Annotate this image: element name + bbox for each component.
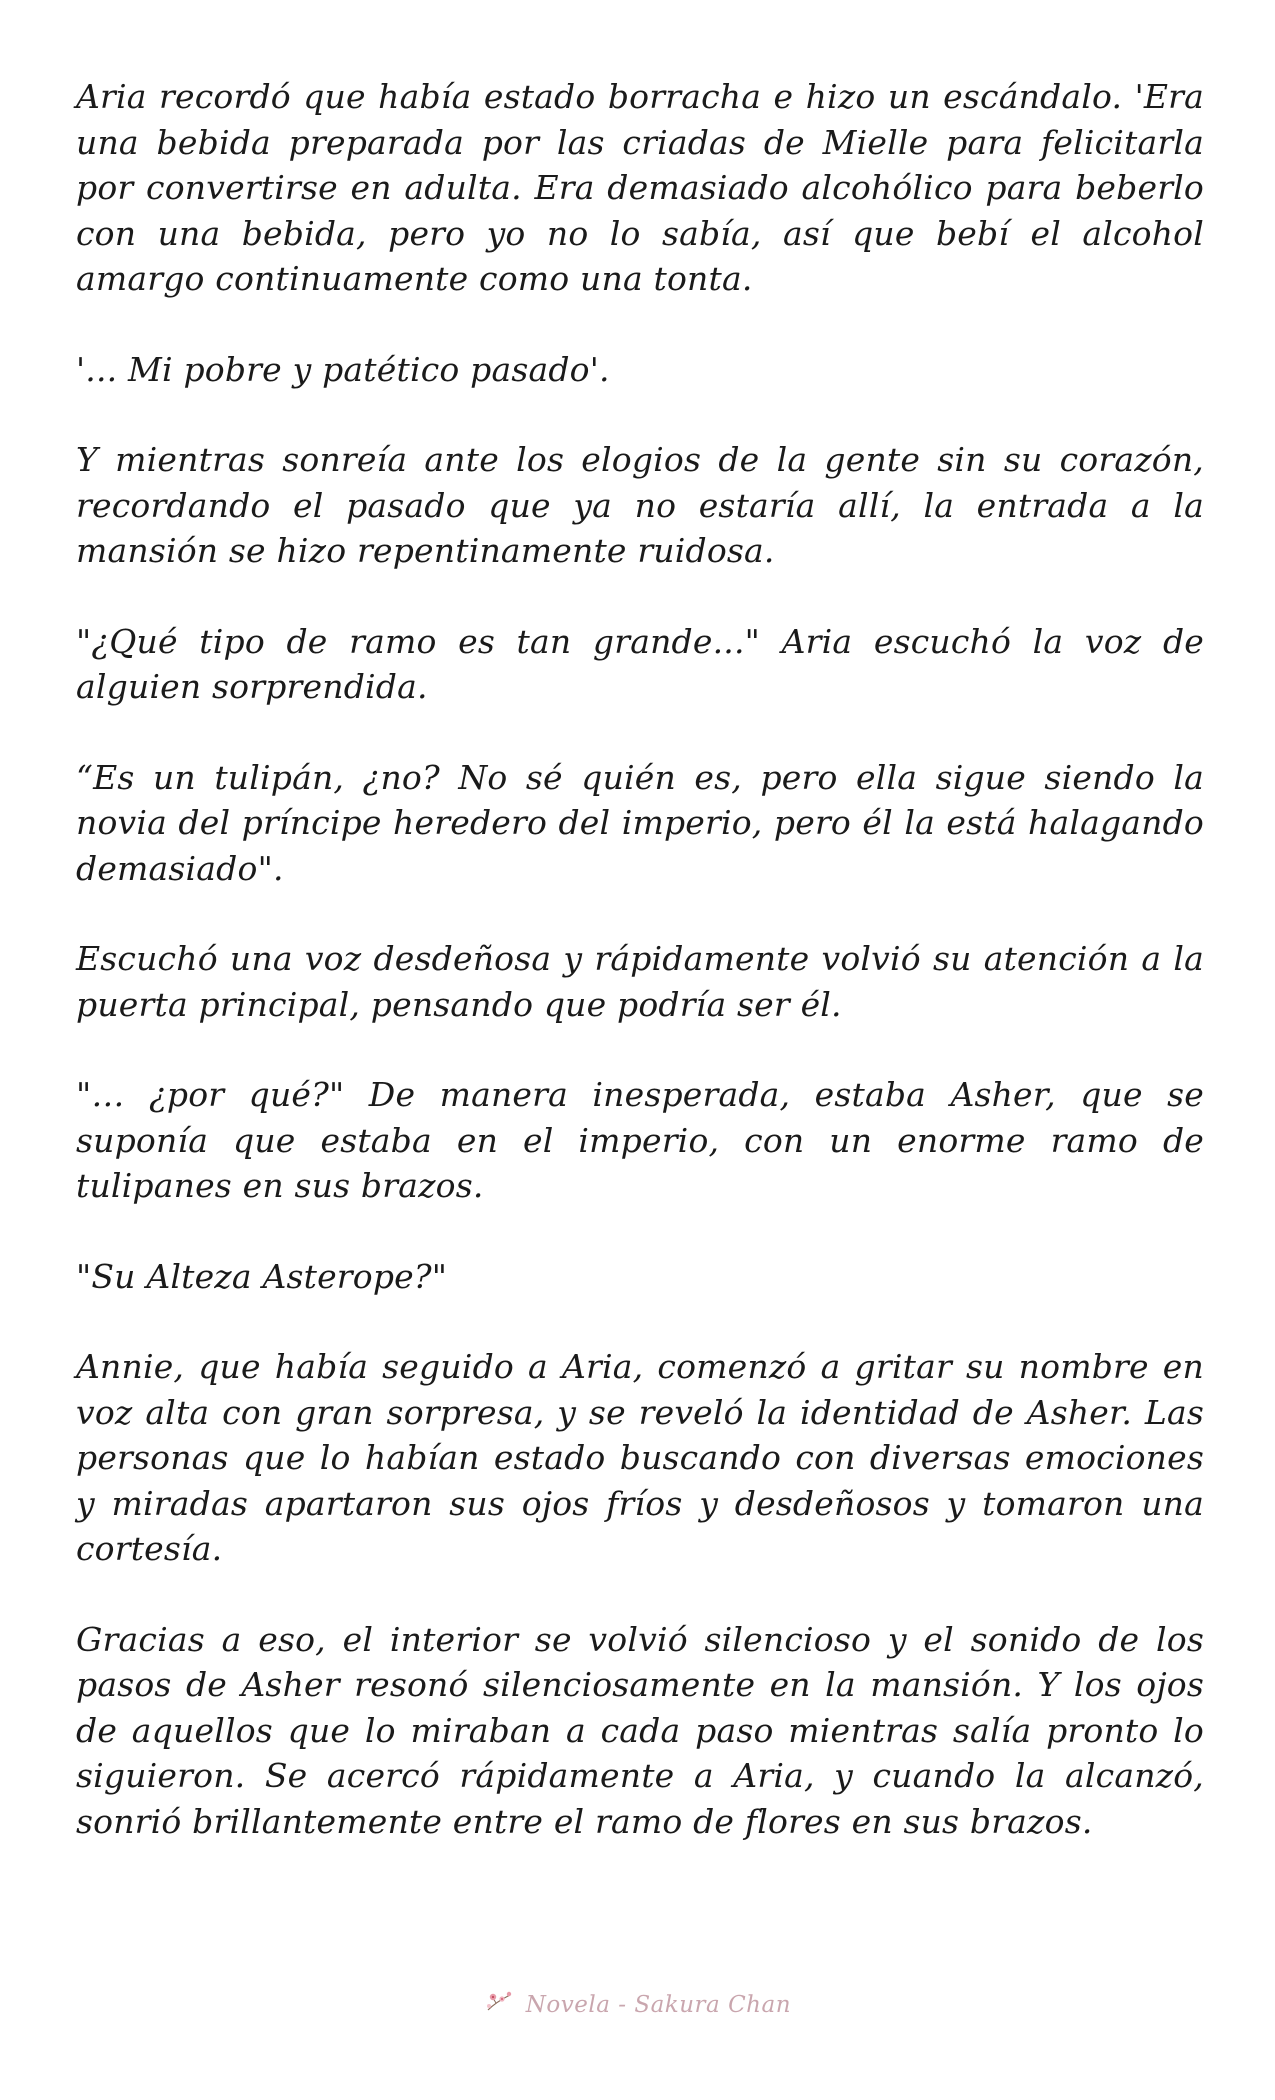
paragraph-6: Escuchó una voz desdeñosa y rápidamente volvió su atención a la puerta principal, pensando que podría ser él.: [76, 939, 1204, 1024]
paragraph-9: Annie, que había seguido a Aria, comenzó a gritar su nombre en voz alta con gran sorpresa, y se reveló la identidad de Asher. Las personas que lo habían estado buscando con diversas emociones y miradas apartaron sus ojos fríos y desdeñosos y tomaron una cortesía.: [76, 1347, 1204, 1568]
paragraph-8: "Su Alteza Asterope?": [76, 1256, 448, 1296]
paragraph-2: '... Mi pobre y patético pasado'.: [76, 349, 610, 389]
watermark-footer: [0, 1990, 1275, 2018]
paragraph-5: “Es un tulipán, ¿no? No sé quién es, pero ella sigue siendo la novia del príncipe heredero del imperio, pero él la está halagando demasiado".: [76, 757, 1204, 888]
cherry-blossom-icon: [484, 1990, 514, 2016]
document-body: [76, 74, 1204, 1889]
paragraph-1: Aria recordó que había estado borracha e hizo un escándalo. 'Era una bebida preparada por las criadas de Mielle para felicitarla por convertirse en adulta. Era demasiado alcohólico para beberlo con una bebida, pero yo no lo sabía, así que bebí el alcohol amargo continuamente como una tonta.: [76, 77, 1204, 298]
paragraph-4: "¿Qué tipo de ramo es tan grande..." Aria escuchó la voz de alguien sorprendida.: [76, 621, 1204, 706]
paragraph-3: Y mientras sonreía ante los elogios de la gente sin su corazón, recordando el pasado que ya no estaría allí, la entrada a la mansión se hizo repentinamente ruidosa.: [76, 440, 1204, 570]
paragraph-7: "… ¿por qué?" De manera inesperada, estaba Asher, que se suponía que estaba en el imperio, con un enorme ramo de tulipanes en sus brazos.: [76, 1075, 1204, 1205]
watermark-text: Novela - Sakura Chan: [525, 1992, 792, 2018]
paragraph-10: Gracias a eso, el interior se volvió silencioso y el sonido de los pasos de Asher resonó silenciosamente en la mansión. Y los ojos de aquellos que lo miraban a cada paso mientras salía pronto lo siguieron. Se acercó rápidamente a Aria, y cuando la alcanzó, sonrió brillantemente entre el ramo de flores en sus brazos.: [76, 1619, 1204, 1841]
